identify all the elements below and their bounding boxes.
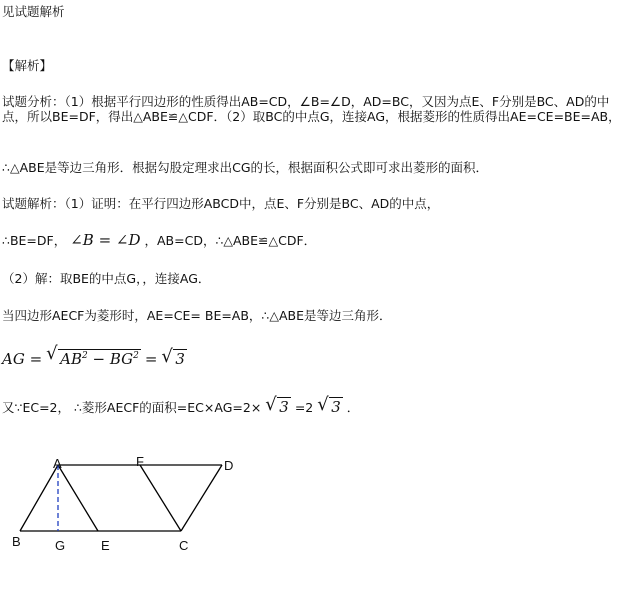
radicand-a-exp: 2 — [82, 351, 88, 361]
radicand-a: AB — [60, 350, 82, 368]
analysis-text: 试题分析：（1）根据平行四边形的性质得出AB=CD，∠B=∠D，AD=BC，又因为点E、F分别是BC、AD的中点，所以BE=DF，得出△ABE≌△CDF．（2）取BC的中点G，连接AG，根据菱形的性质得出AE=CE=BE=AB， — [2, 94, 621, 124]
radicand-b-exp: 2 — [133, 351, 139, 361]
formula-rhs-radical — [161, 352, 187, 367]
final-radical-2: √ 3 — [317, 400, 343, 415]
final-radical-1: √ 3 — [265, 400, 291, 415]
label-b: B — [12, 534, 21, 549]
final-text-a: 又∵EC=2， ∴菱形AECF的面积=EC×AG=2× — [2, 400, 262, 415]
label-d: D — [224, 458, 234, 473]
final-answer — [2, 400, 359, 415]
label-f: F — [136, 454, 144, 469]
section-label: 【解析】 — [2, 58, 53, 73]
step1-text-b: ，AB=CD，∴△ABE≌△CDF． — [144, 233, 317, 248]
parallelogram-figure — [0, 440, 630, 613]
page-title: 见试题解析 — [2, 4, 65, 19]
final-text-c: =2 — [294, 400, 314, 415]
segment-cd — [181, 465, 222, 531]
final-text-e: ． — [346, 400, 360, 415]
formula-eq: = — [144, 350, 158, 368]
ag-formula — [2, 349, 187, 367]
formula-radical — [46, 349, 141, 367]
solution-step3: 当四边形AECF为菱形时，AE=CE= BE=AB，∴△ABE是等边三角形． — [2, 308, 392, 323]
solution-step1 — [2, 233, 316, 248]
label-a: A — [53, 456, 62, 471]
radicand-b: − BG — [92, 350, 134, 368]
step1-text-a: ∴BE=DF， — [2, 233, 67, 248]
angle-equation: ∠B = ∠D — [70, 231, 141, 249]
label-c: C — [179, 538, 189, 553]
label-g: G — [55, 538, 66, 553]
formula-lhs: AG = — [2, 350, 43, 368]
segment-ae — [58, 465, 98, 531]
formula-rhs: 3 — [175, 350, 185, 368]
solution-step2: （2）解：取BE的中点G，，连接AG． — [2, 271, 211, 286]
analysis-conclusion: ∴△ABE是等边三角形．根据勾股定理求出CG的长，根据面积公式即可求出菱形的面积． — [2, 160, 489, 175]
segment-fc — [140, 465, 181, 531]
label-e: E — [101, 538, 110, 553]
solution-intro: 试题解析：（1）证明：在平行四边形ABCD中，点E、F分别是BC、AD的中点， — [2, 196, 440, 211]
segment-ab — [20, 465, 58, 531]
